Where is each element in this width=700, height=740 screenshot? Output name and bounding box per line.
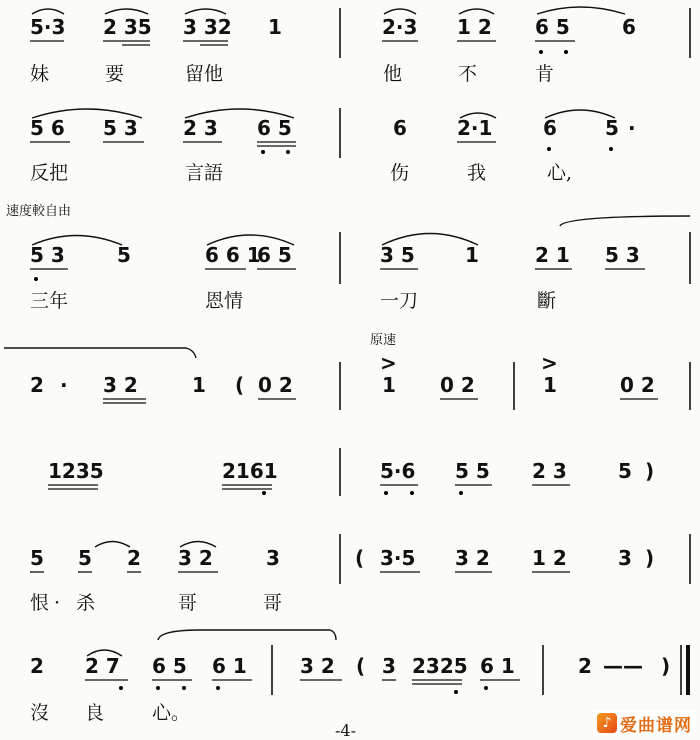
note-group: 2325 [412,654,468,678]
note-group: ) [661,654,671,678]
note-group: 5 [30,546,44,570]
note-group: 0 2 [440,373,475,397]
tie-continuation [4,348,196,358]
note-group: 2 3 [532,459,567,483]
note-group: 2 35 [103,15,152,39]
note-group: 5 [117,243,131,267]
note-group: · [60,373,68,397]
page-number: -4- [335,721,356,740]
lyric: 肯 [535,63,555,85]
low-octave-dot [216,686,220,690]
note-group: 3 32 [183,15,232,39]
note-group: 5 [78,546,92,570]
low-octave-dot [119,686,123,690]
note-group: 2 3 [183,116,218,140]
watermark-text: 爱曲谱网 [620,715,692,736]
note-group: 2161 [222,459,278,483]
note-group: 5·6 [380,459,416,483]
tie-continuation [158,630,336,640]
note-group: 3 [382,654,396,678]
note-group: 5 3 [30,243,65,267]
note-group: 1 2 [532,546,567,570]
music-note-icon: ♪ [597,713,617,733]
lyric: 言語 [185,162,224,184]
slur [459,9,494,14]
note-group: 3 2 [103,373,138,397]
note-group: ( [235,373,245,397]
note-group: ( [355,546,365,570]
note-group: 2·1 [457,116,493,140]
low-octave-dot [286,150,290,154]
lyric: 恩情 [205,290,244,312]
note-group: 1 2 [457,15,492,39]
note-group: 3 [266,546,280,570]
low-octave-dot [484,686,488,690]
lyric: 反把 [30,162,69,184]
lyric: 我 [467,162,487,184]
lyric: 心, [547,162,573,184]
note-group: · [628,116,636,140]
note-group: 0 2 [620,373,655,397]
note-group: 1235 [48,459,104,483]
lyric: 心。 [152,702,191,724]
low-octave-dot [182,686,186,690]
note-group: 5 3 [103,116,138,140]
score-row-4 [4,332,690,410]
note-group: 5·3 [30,15,66,39]
low-octave-dot [384,491,388,495]
low-octave-dot [261,150,265,154]
lyric: 沒 [30,702,50,724]
low-octave-dot [539,50,543,54]
low-octave-dot [156,686,160,690]
note-group: ) [645,546,655,570]
note-group: 6 [393,116,407,140]
note-group: 1 [465,243,479,267]
score-row-6 [30,534,690,614]
note-group: 6 5 [257,116,292,140]
low-octave-dot [459,491,463,495]
note-group: 2 [578,654,592,678]
note-group: 2 [127,546,141,570]
note-group: 5 [618,459,632,483]
low-octave-dot [564,50,568,54]
score-row-7 [30,630,688,724]
note-group: 0 2 [258,373,293,397]
low-octave-dot [262,491,266,495]
note-group: 1 [543,373,557,397]
note-group: 3 [618,546,632,570]
note-group: 6 [622,15,636,39]
lyric: 哥 [263,592,283,614]
note-group: 5 6 [30,116,65,140]
note-group: 6 1 [480,654,515,678]
slur [384,9,416,14]
lyric: 妹 [30,63,50,85]
lyric: 斷 [537,290,557,312]
lyric: 他 [383,63,403,85]
low-octave-dot [547,147,551,151]
note-group: 6 [543,116,557,140]
slur [537,7,625,14]
note-group: 6 5 [535,15,570,39]
lyric: 杀 [76,592,96,614]
note-group: 2·3 [382,15,418,39]
low-octave-dot [34,277,38,281]
slur [32,9,64,14]
lyric: · [54,592,61,614]
note-group: —— [603,654,643,678]
note-group: 2 [30,373,44,397]
note-group: 6 1 [212,654,247,678]
note-group: 2 1 [535,243,570,267]
note-group: ) [645,459,655,483]
lyric: 伤 [390,162,410,184]
note-group: 1 [382,373,396,397]
slur [185,9,226,14]
score-row-2 [30,108,636,184]
slur [105,9,148,14]
lyric: 良 [85,702,105,724]
note-group: 6 6 1 [205,243,261,267]
note-group: ( [356,654,366,678]
note-group: 5 5 [455,459,490,483]
note-group: 6 5 [257,243,292,267]
low-octave-dot [410,491,414,495]
note-group: 3 5 [380,243,415,267]
low-octave-dot [609,147,613,151]
lyric: 一刀 [380,290,419,312]
accent-mark: > [541,351,558,375]
low-octave-dot [454,690,458,694]
note-group: 2 7 [85,654,120,678]
tempo-marking: 原速 [370,333,397,348]
note-group: 5 3 [605,243,640,267]
tie-continuation [560,216,690,226]
note-group: 1 [192,373,206,397]
lyric: 三年 [30,290,69,312]
note-group: 2 [30,654,44,678]
lyric: 要 [105,63,125,85]
lyric: 留他 [185,63,224,85]
accent-mark: > [380,351,397,375]
score-row-3 [30,216,690,312]
watermark-logo [593,710,696,736]
note-group: 6 5 [152,654,187,678]
note-group: 3 2 [178,546,213,570]
note-group: 5 [605,116,619,140]
note-group: 1 [268,15,282,39]
lyric: 哥 [178,592,198,614]
lyric: 不 [458,63,478,85]
note-group: 3 2 [455,546,490,570]
slur [95,542,130,548]
score-row-5 [48,448,654,496]
tempo-marking: 速度較自由 [6,204,72,219]
note-group: 3·5 [380,546,416,570]
score-row-1 [30,7,690,85]
lyric: 恨 [30,592,50,614]
note-group: 3 2 [300,654,335,678]
